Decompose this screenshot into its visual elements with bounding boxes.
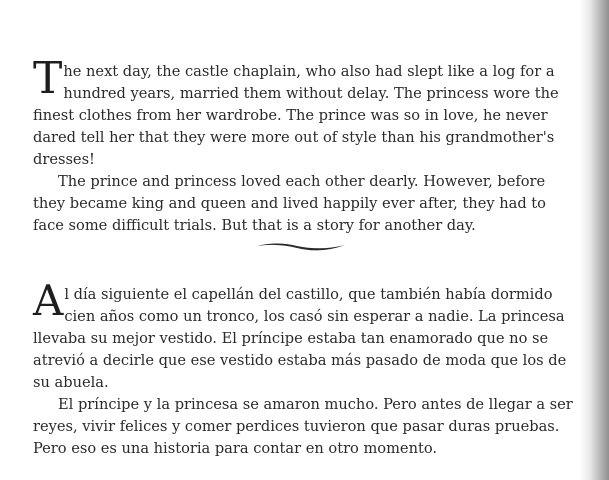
flourish-divider-icon <box>255 240 347 254</box>
spanish-text-block <box>33 276 573 460</box>
spanish-paragraph-2: El príncipe y la princesa se amaron mucho. Pero antes de llegar a ser reyes, vivir felices y comer perdices tuvieron que pasar duras pruebas. Pero eso es una historia para contar en otro momento. <box>33 396 573 457</box>
english-paragraph-1-text: he next day, the castle chaplain, who also had slept like a log for a hundred years, married them without delay. The princess wore the finest clothes from her wardrobe. The prince was so in love, he never dared tell her that they were more out of style than his grandmother's dresses! <box>33 63 559 168</box>
english-drop-cap: T <box>33 53 63 104</box>
spanish-drop-cap: A <box>33 276 64 325</box>
page-gutter-shadow <box>579 0 609 480</box>
english-text-block <box>33 53 573 237</box>
english-paragraph-2: The prince and princess loved each other dearly. However, before they became king and queen and lived happily ever after, they had to face some difficult trials. But that is a story for another day. <box>33 173 546 234</box>
spanish-paragraph-1-text: l día siguiente el capellán del castillo, que también había dormido cien años como un tronco, los casó sin esperar a nadie. La princesa llevaba su mejor vestido. El príncipe estaba tan enamorado que no se atrevió a decirle que ese vestido estaba más pasado de moda que los de su abuela. <box>33 286 567 391</box>
english-paragraph-1 <box>33 53 573 171</box>
spanish-paragraph-1 <box>33 276 573 394</box>
